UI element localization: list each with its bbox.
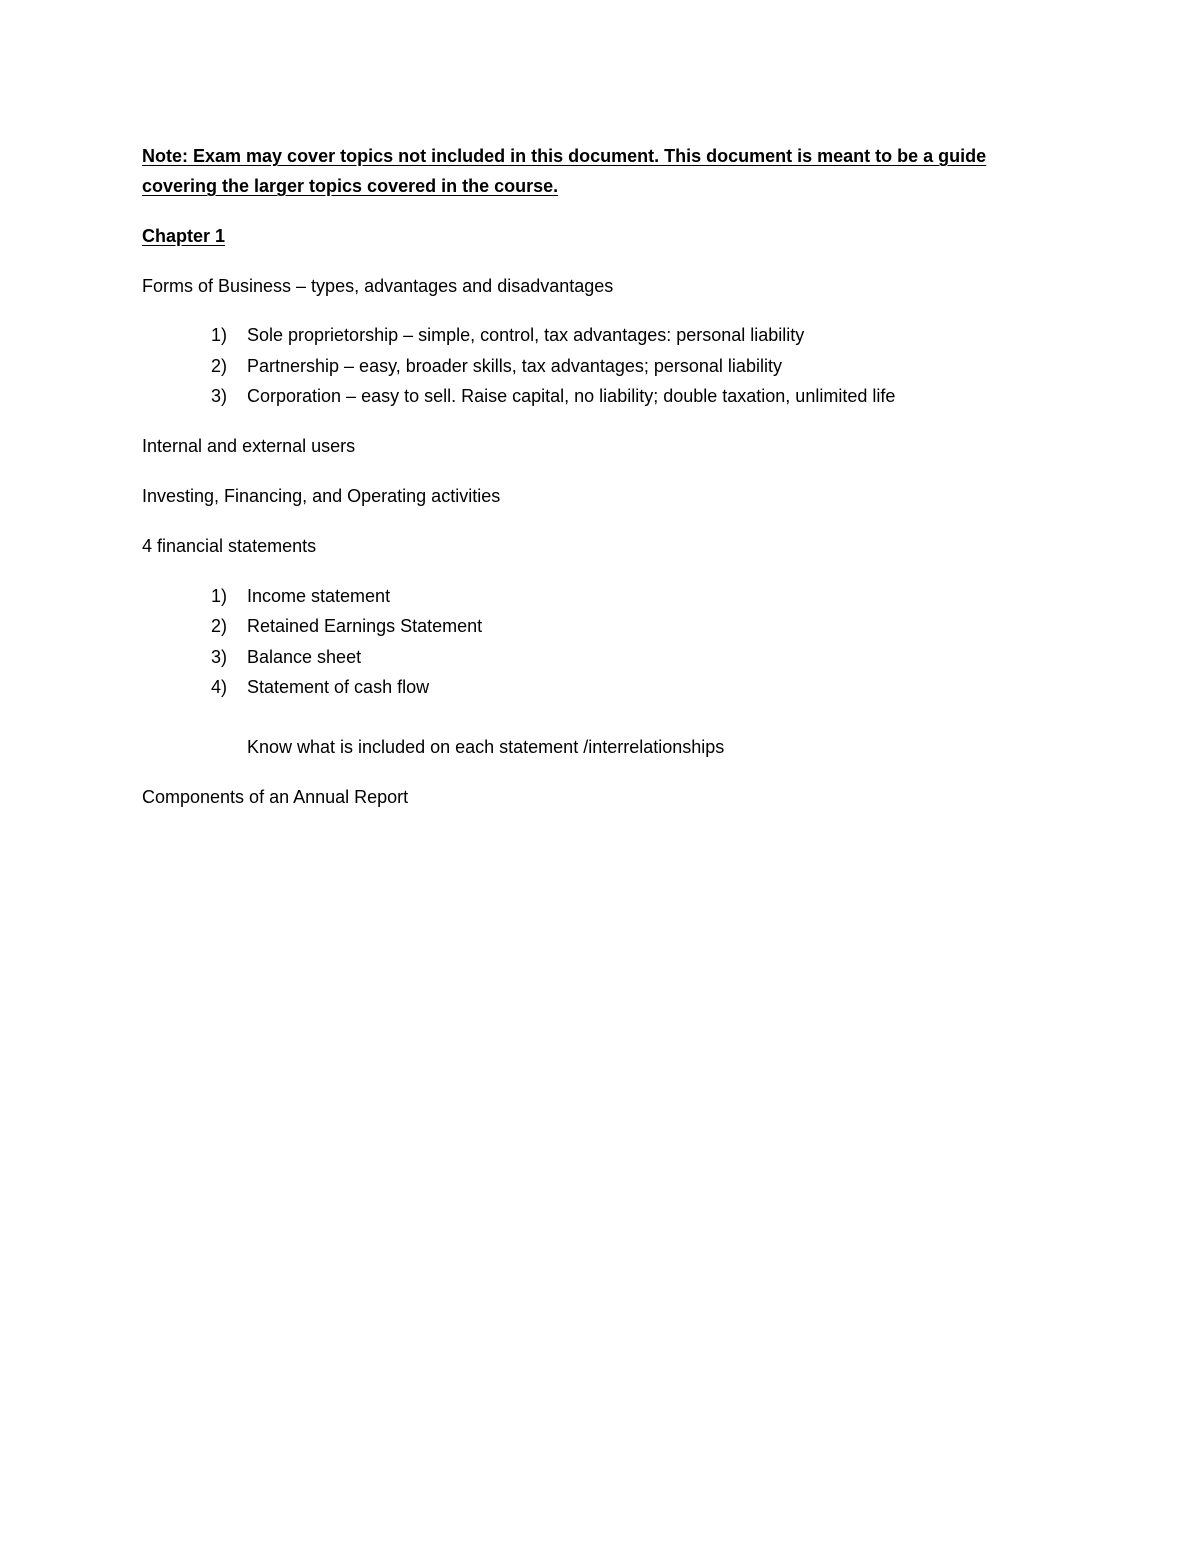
list-item-number: 3) [211,647,228,667]
list-item-text: Sole proprietorship – simple, control, tax advantages: personal liability [247,325,805,345]
financial-statements-heading: 4 financial statements [142,536,317,556]
annual-report-line: Components of an Annual Report [142,787,409,807]
list-item-number: 4) [211,677,228,697]
list-item-text: Balance sheet [247,647,362,667]
forms-of-business-heading: Forms of Business – types, advantages and disadvantages [142,276,614,296]
activities-line: Investing, Financing, and Operating activities [142,486,501,506]
list-item-text: Retained Earnings Statement [247,616,483,636]
note-line-2: covering the larger topics covered in the course. [142,176,559,196]
list-item-number: 3) [211,386,228,406]
list-item-number: 2) [211,356,228,376]
chapter-heading: Chapter 1 [142,226,226,246]
list-item-number: 1) [211,586,228,606]
statements-note: Know what is included on each statement /interrelationships [247,737,725,757]
list-item-text: Statement of cash flow [247,677,430,697]
internal-external-users: Internal and external users [142,436,356,456]
list-item-text: Corporation – easy to sell. Raise capital, no liability; double taxation, unlimited life [247,386,896,406]
list-item-number: 2) [211,616,228,636]
list-item-text: Income statement [247,586,391,606]
list-item-text: Partnership – easy, broader skills, tax advantages; personal liability [247,356,782,376]
list-item-number: 1) [211,325,228,345]
note-line-1: Note: Exam may cover topics not included in this document. This document is meant to be a guide [142,146,987,166]
